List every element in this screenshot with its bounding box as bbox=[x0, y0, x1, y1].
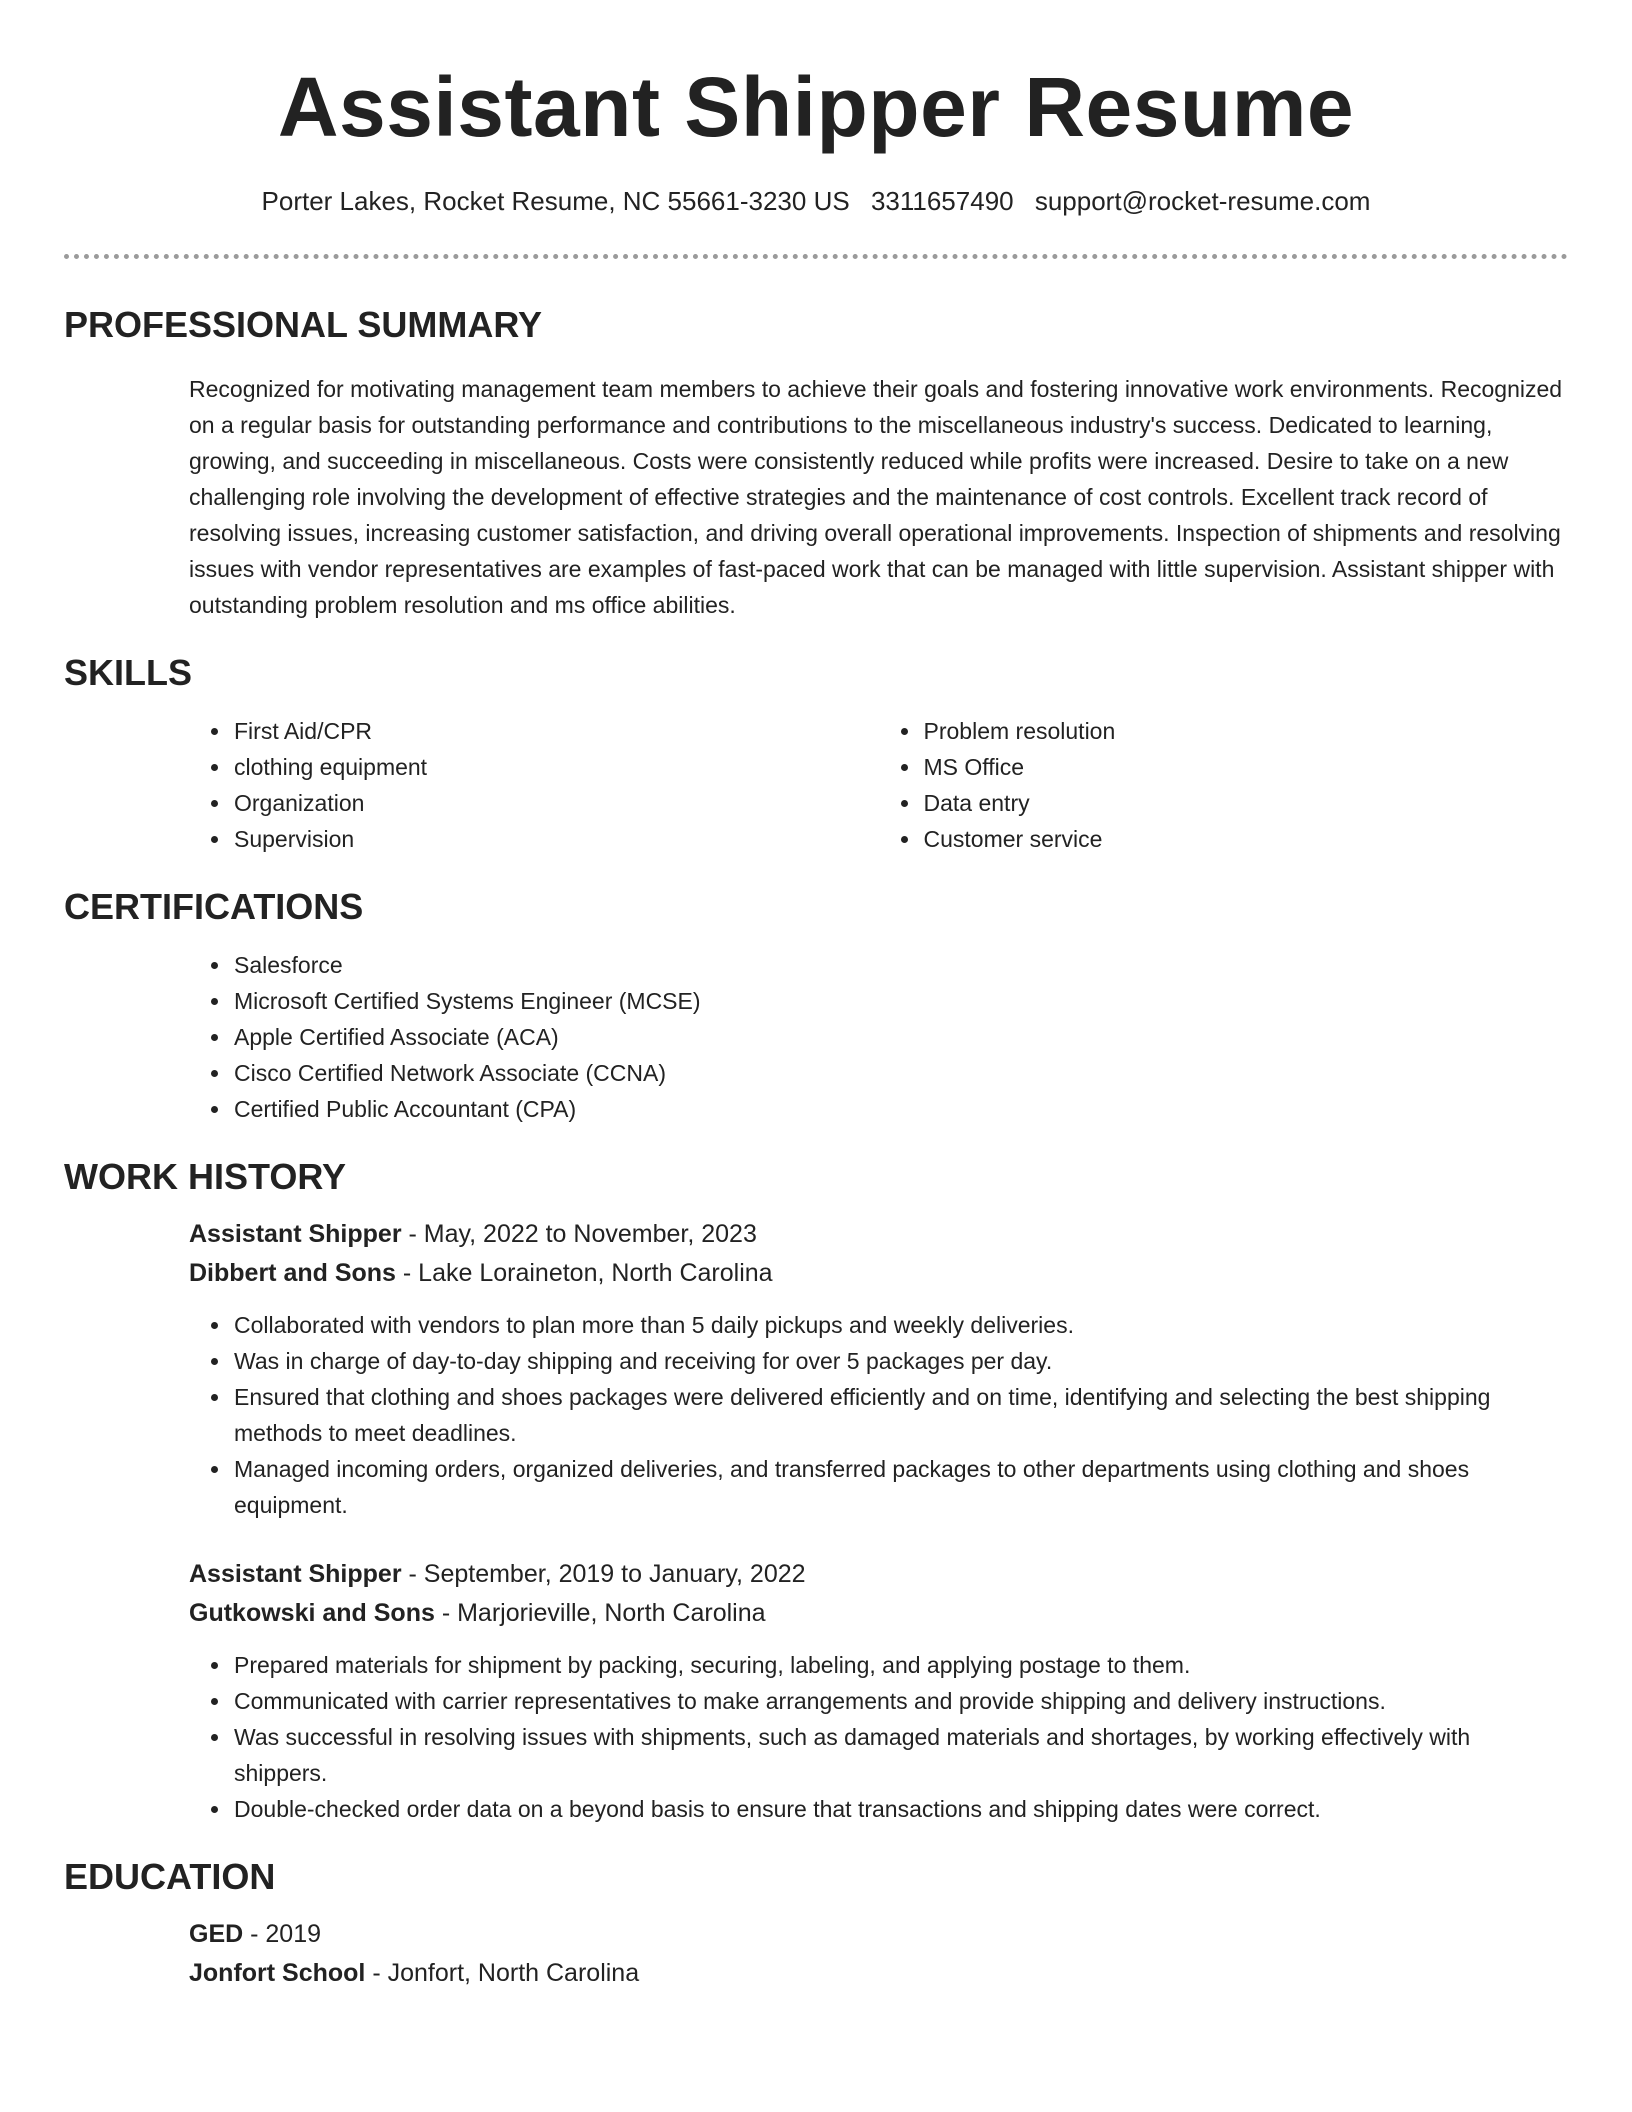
education-school: Jonfort School bbox=[189, 1959, 366, 1987]
education-heading: EDUCATION bbox=[64, 1856, 276, 1897]
skills-grid bbox=[189, 713, 1568, 857]
work-history-heading: WORK HISTORY bbox=[64, 1156, 347, 1197]
education-year: - 2019 bbox=[243, 1920, 322, 1948]
job-entry bbox=[189, 1555, 1568, 1827]
job-title: Assistant Shipper bbox=[189, 1560, 402, 1588]
job-duty: • Ensured that clothing and shoes packages were delivered efficiently and on time, identifying and selecting the best shipping methods to meet deadlines. bbox=[232, 1379, 1568, 1451]
job-duty: • Was in charge of day-to-day shipping and receiving for over 5 packages per day. bbox=[232, 1343, 1568, 1379]
skill-item: • Data entry bbox=[922, 785, 1569, 821]
job-company-line bbox=[189, 1254, 1568, 1293]
job-title-line bbox=[189, 1555, 1568, 1594]
summary-heading: PROFESSIONAL SUMMARY bbox=[64, 304, 543, 345]
resume-title: Assistant Shipper Resume bbox=[277, 60, 1355, 154]
job-dates: - May, 2022 to November, 2023 bbox=[401, 1220, 757, 1248]
job-duty: • Was successful in resolving issues with shipments, such as damaged materials and shortages, by working effectively with shippers. bbox=[232, 1719, 1568, 1791]
certifications-heading: CERTIFICATIONS bbox=[64, 886, 364, 927]
header-divider bbox=[64, 254, 1568, 259]
skill-item: • MS Office bbox=[922, 749, 1569, 785]
education-section bbox=[64, 1855, 1568, 1993]
job-duty: • Communicated with carrier representatives to make arrangements and provide shipping and delivery instructions. bbox=[232, 1683, 1568, 1719]
skills-section bbox=[64, 651, 1568, 857]
job-duty: • Double-checked order data on a beyond basis to ensure that transactions and shipping dates were correct. bbox=[232, 1791, 1568, 1827]
job-company: Gutkowski and Sons bbox=[189, 1599, 435, 1627]
contact-phone: 3311657490 bbox=[870, 186, 1014, 216]
skill-item: • Organization bbox=[232, 785, 879, 821]
skill-item: • Supervision bbox=[232, 821, 879, 857]
contact-address: Porter Lakes, Rocket Resume, NC 55661-3230 US bbox=[261, 186, 850, 216]
certification-item: • Salesforce bbox=[232, 947, 1568, 983]
education-degree-line bbox=[189, 1915, 1568, 1954]
contact-line bbox=[0, 184, 1632, 218]
skills-list-right bbox=[879, 713, 1569, 857]
skill-item: • clothing equipment bbox=[232, 749, 879, 785]
education-degree: GED bbox=[189, 1920, 244, 1948]
job-company-line bbox=[189, 1594, 1568, 1633]
job-duty: • Managed incoming orders, organized deliveries, and transferred packages to other departments using clothing and shoes equipment. bbox=[232, 1451, 1568, 1523]
job-duty: • Collaborated with vendors to plan more than 5 daily pickups and weekly deliveries. bbox=[232, 1307, 1568, 1343]
skill-item: • First Aid/CPR bbox=[232, 713, 879, 749]
job-location: - Lake Loraineton, North Carolina bbox=[395, 1259, 773, 1287]
skills-heading: SKILLS bbox=[64, 652, 193, 693]
certification-item: • Microsoft Certified Systems Engineer (MCSE) bbox=[232, 983, 1568, 1019]
job-title: Assistant Shipper bbox=[189, 1220, 402, 1248]
certifications-list bbox=[189, 947, 1568, 1127]
job-duties-list bbox=[189, 1307, 1568, 1523]
job-duties-list bbox=[189, 1647, 1568, 1827]
education-school-line bbox=[189, 1954, 1568, 1993]
skill-item: • Problem resolution bbox=[922, 713, 1569, 749]
certification-item: • Certified Public Accountant (CPA) bbox=[232, 1091, 1568, 1127]
job-duty: • Prepared materials for shipment by packing, securing, labeling, and applying postage to them. bbox=[232, 1647, 1568, 1683]
certification-item: • Apple Certified Associate (ACA) bbox=[232, 1019, 1568, 1055]
work-history-section bbox=[64, 1155, 1568, 1827]
job-title-line bbox=[189, 1215, 1568, 1254]
contact-email: support@rocket-resume.com bbox=[1034, 186, 1371, 216]
education-location: - Jonfort, North Carolina bbox=[365, 1959, 640, 1987]
skills-list-left bbox=[189, 713, 879, 857]
resume-header bbox=[0, 0, 1632, 218]
summary-section bbox=[64, 303, 1568, 623]
job-entry bbox=[189, 1215, 1568, 1523]
certifications-section bbox=[64, 885, 1568, 1127]
job-dates: - September, 2019 to January, 2022 bbox=[401, 1560, 806, 1588]
job-location: - Marjorieville, North Carolina bbox=[434, 1599, 766, 1627]
skill-item: • Customer service bbox=[922, 821, 1569, 857]
summary-text: Recognized for motivating management team members to achieve their goals and fostering innovative work environments. Recognized on a regular basis for outstanding performance and contributions to the miscellaneous industry's success. Dedicated to learning, growing, and succeeding in miscellaneous. Costs were consistently reduced while profits were increased. Desire to take on a new challenging role involving the development of effective strategies and the maintenance of cost controls. Excellent track record of resolving issues, increasing customer satisfaction, and driving overall operational improvements. Inspection of shipments and resolving issues with vendor representatives are examples of fast-paced work that can be managed with little supervision. Assistant shipper with outstanding problem resolution and ms office abilities. bbox=[189, 376, 1563, 618]
job-company: Dibbert and Sons bbox=[189, 1259, 396, 1287]
certification-item: • Cisco Certified Network Associate (CCNA) bbox=[232, 1055, 1568, 1091]
